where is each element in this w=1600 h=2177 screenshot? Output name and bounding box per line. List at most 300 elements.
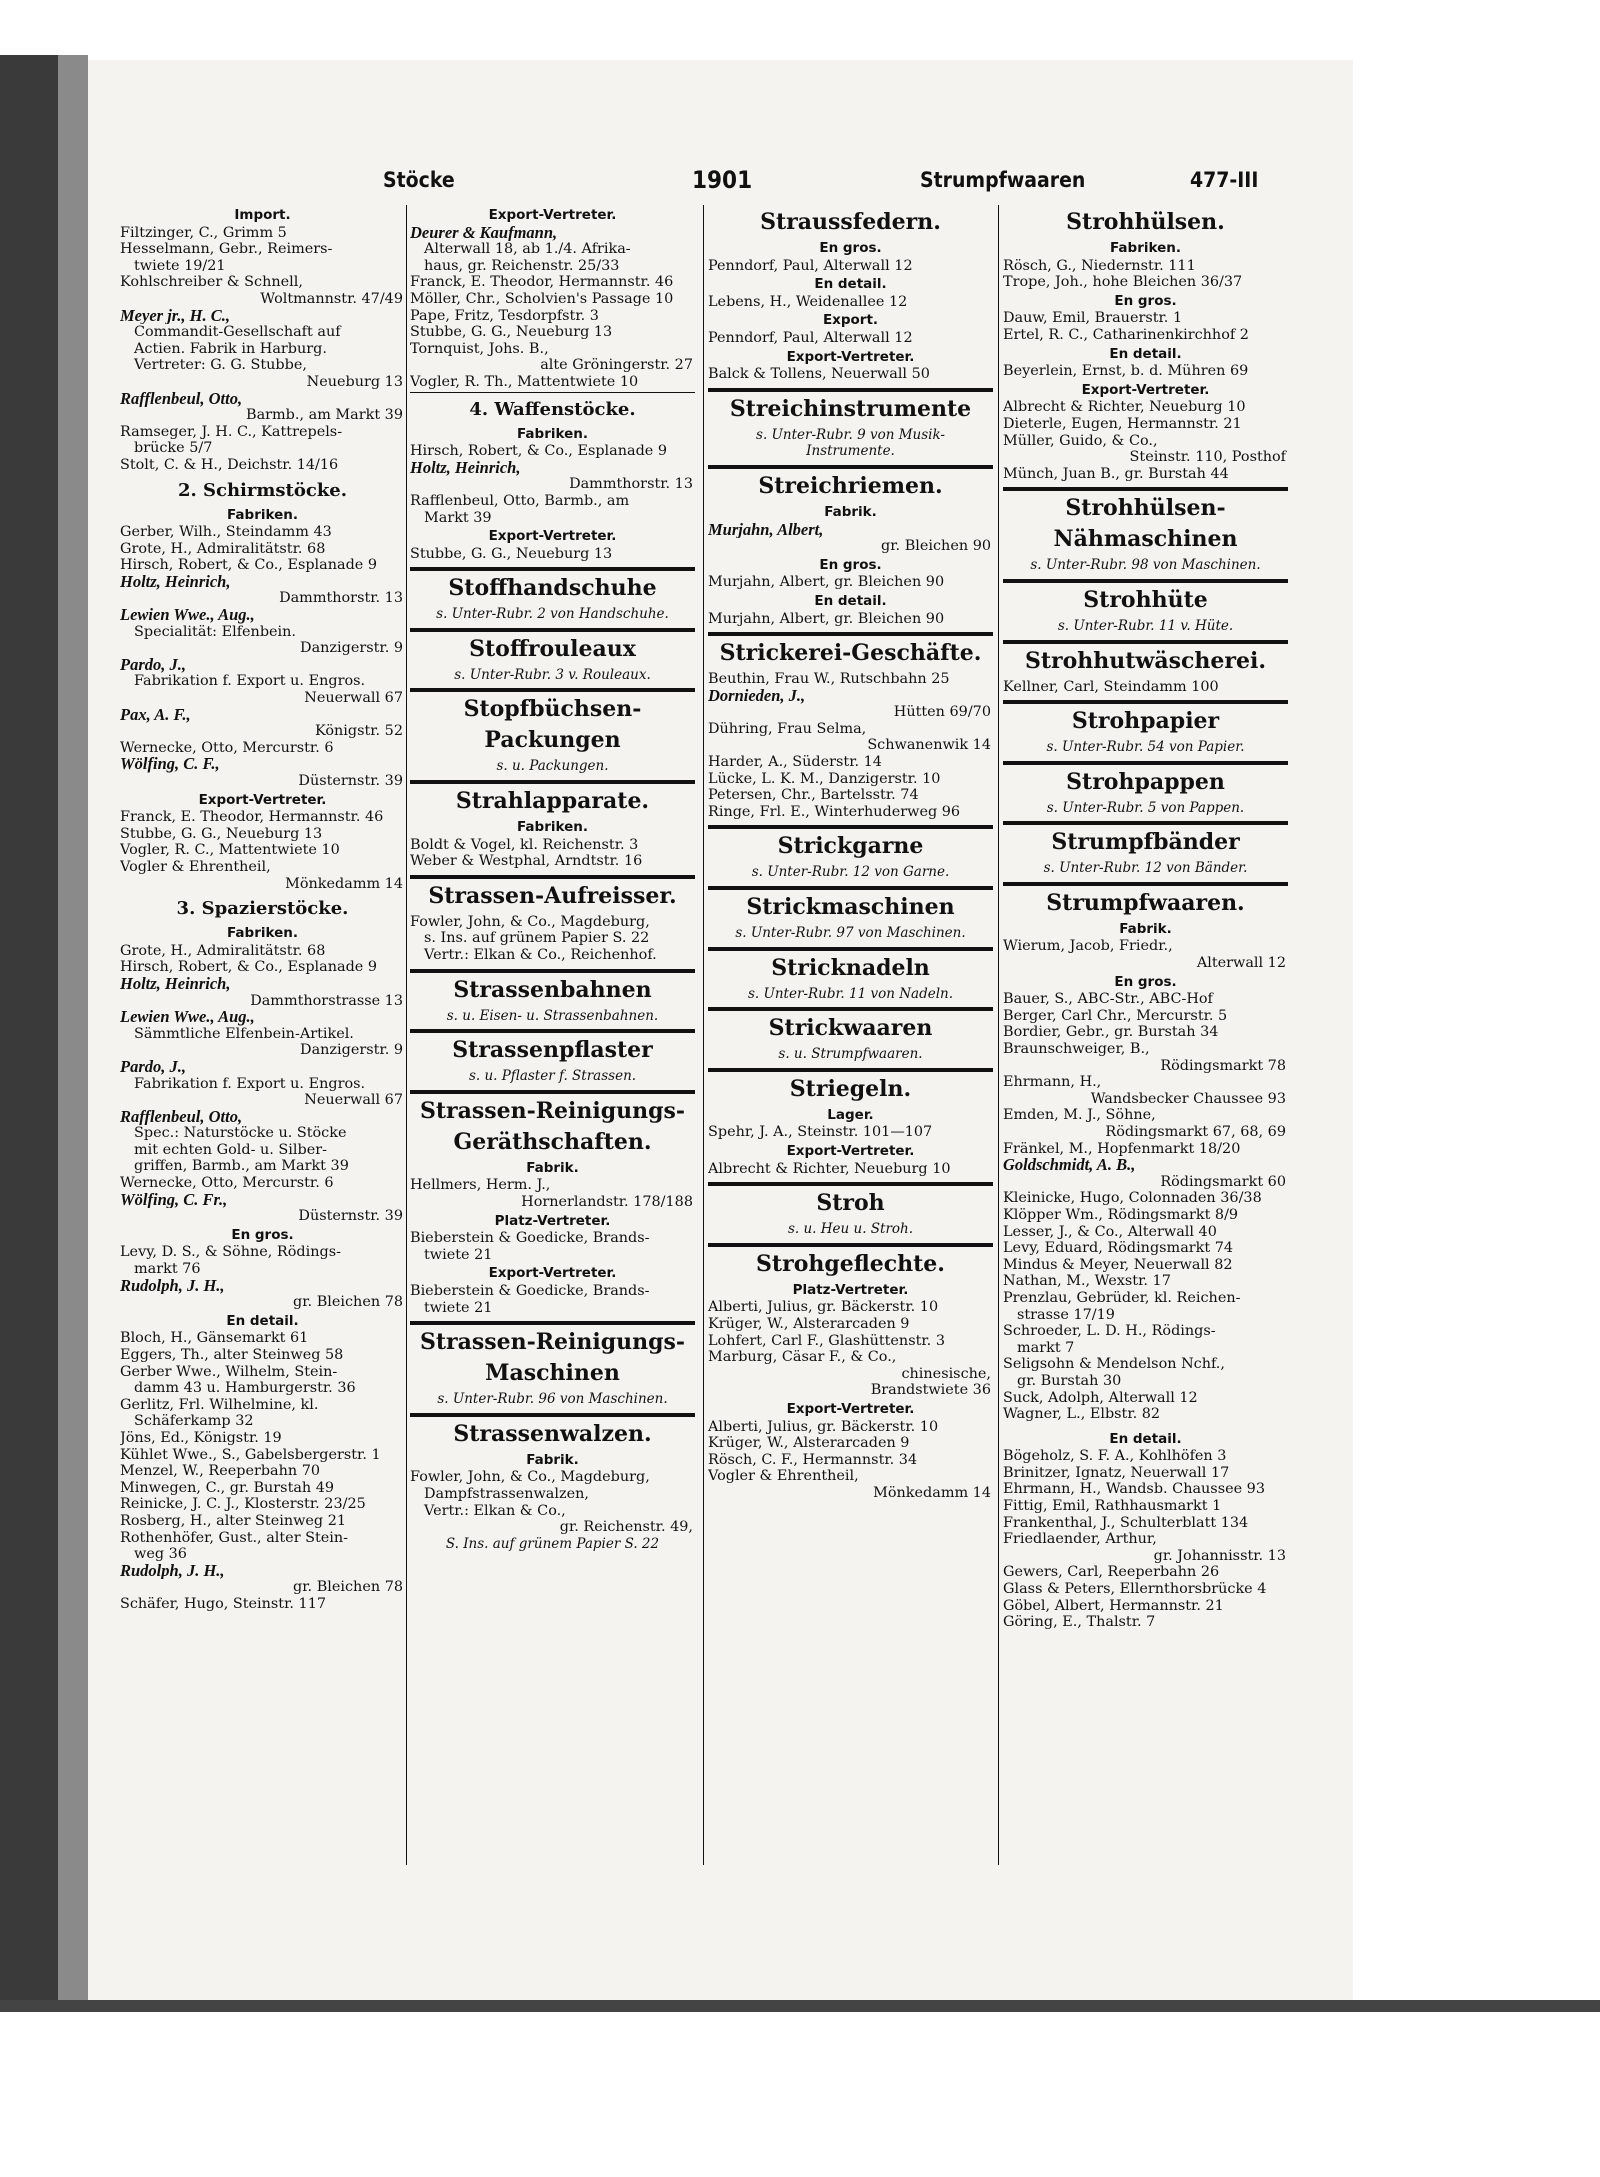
entry-line: Ehrmann, H.,: [1003, 1074, 1102, 1091]
category-heading: Striegeln.: [789, 1075, 912, 1102]
category-heading: Strassen-Aufreisser.: [428, 882, 677, 909]
category-heading: Strickerei-Geschäfte.: [719, 640, 982, 667]
entry-name-bold: Pardo, J.,: [120, 656, 186, 674]
entry-line: Bögeholz, S. F. A., Kohlhöfen 3: [1003, 1448, 1227, 1465]
entry-continuation: Fabrikation f. Export u. Engros.: [134, 673, 366, 690]
category-heading: Strumpfbänder: [1051, 829, 1240, 856]
section-rule: [708, 1182, 993, 1186]
entry-line: Balck & Tollens, Neuerwall 50: [708, 366, 930, 383]
category-heading: Geräthschaften.: [453, 1128, 652, 1155]
category-heading: Strohhüte: [1083, 586, 1208, 613]
entry-continuation: weg 36: [134, 1546, 187, 1563]
entry-line: Rothenhöfer, Gust., alter Stein-: [120, 1529, 349, 1546]
section-rule: [708, 632, 993, 636]
entry-name-bold: Rudolph, J. H.,: [120, 1277, 225, 1295]
entry-line: Bauer, S., ABC-Str., ABC-Hof: [1003, 991, 1213, 1008]
entry-line: Dieterle, Eugen, Hermannstr. 21: [1003, 415, 1242, 432]
section-rule: [1003, 761, 1288, 765]
entry-continuation: Fabrikation f. Export u. Engros.: [134, 1075, 366, 1092]
section-rule: [1003, 640, 1288, 644]
column-4: [1003, 205, 1288, 1865]
cross-reference: s. Unter-Rubr. 12 von Garne.: [751, 864, 950, 881]
entry-line: Harder, A., Süderstr. 14: [708, 754, 882, 771]
subheading: En detail.: [1109, 1430, 1182, 1447]
entry-continuation: s. Ins. auf grünem Papier S. 22: [424, 930, 650, 947]
entry-address: chinesische,: [901, 1365, 991, 1382]
subheading: Export-Vertreter.: [786, 1400, 915, 1417]
header-left: Stöcke: [383, 168, 455, 192]
category-heading: Strickmaschinen: [746, 894, 955, 921]
entry-continuation: markt 76: [134, 1261, 201, 1278]
category-heading: Strassenwalzen.: [453, 1420, 652, 1447]
entry-name-bold: Lewien Wwe., Aug.,: [120, 607, 255, 624]
section-rule: [708, 1007, 993, 1011]
cross-reference: s. Unter-Rubr. 12 von Bänder.: [1043, 860, 1248, 877]
entry-line: Beuthin, Frau W., Rutschbahn 25: [708, 671, 950, 688]
section-rule: [1003, 700, 1288, 704]
entry-line: Albrecht & Richter, Neueburg 10: [708, 1160, 951, 1177]
entry-line: Bieberstein & Goedicke, Brands-: [410, 1230, 650, 1247]
section-rule: [410, 1321, 695, 1325]
entry-continuation: Sämmtliche Elfenbein-Artikel.: [134, 1025, 354, 1042]
category-heading: Strohhülsen.: [1066, 209, 1225, 235]
subheading: Export-Vertreter.: [786, 348, 915, 365]
entry-address: Hornerlandstr. 178/188: [521, 1194, 693, 1210]
entry-line: Murjahn, Albert, gr. Bleichen 90: [708, 610, 945, 627]
entry-line: Vogler, R. C., Mattentwiete 10: [120, 842, 340, 859]
subheading: Fabrik.: [526, 1451, 579, 1468]
entry-continuation: Vertr.: Elkan & Co., Reichenhof.: [424, 947, 657, 964]
entry-line: Fittig, Emil, Rathhausmarkt 1: [1003, 1498, 1222, 1515]
entry-address: Rödingsmarkt 60: [1160, 1173, 1286, 1190]
entry-line: Petersen, Chr., Bartelsstr. 74: [708, 787, 919, 804]
column-divider-3: [998, 205, 999, 1865]
section-rule: [1003, 579, 1288, 583]
section-rule: [708, 886, 993, 890]
entry-name-bold: Deurer & Kaufmann,: [410, 224, 558, 242]
entry-line: Albrecht & Richter, Neueburg 10: [1003, 399, 1246, 416]
section-rule: [410, 1090, 695, 1094]
entry-line: Gerber Wwe., Wilhelm, Stein-: [120, 1363, 338, 1380]
entry-line: Boldt & Vogel, kl. Reichenstr. 3: [410, 836, 639, 853]
entry-name-bold: Pax, A. F.,: [120, 706, 191, 724]
section-heading: 3. Spazierstöcke.: [176, 898, 349, 920]
cross-reference: s. u. Pflaster f. Strassen.: [468, 1068, 637, 1085]
category-heading: Strohhülsen-: [1065, 495, 1226, 522]
subheading: Export-Vertreter.: [488, 207, 617, 223]
section-rule: [1003, 487, 1288, 491]
subheading: Fabrik.: [824, 503, 877, 520]
subheading: En gros.: [819, 240, 882, 256]
entry-continuation: Commandit-Gesellschaft auf: [134, 324, 341, 341]
entry-continuation: damm 43 u. Hamburgerstr. 36: [134, 1380, 356, 1397]
cross-reference: s. Unter-Rubr. 11 von Nadeln.: [747, 985, 954, 1002]
cross-reference: S. Ins. auf grünem Papier S. 22: [445, 1535, 660, 1552]
column-divider-2: [703, 205, 704, 1865]
entry-name-bold: Holtz, Heinrich,: [410, 459, 521, 477]
category-heading: Streichriemen.: [758, 472, 943, 499]
entry-line: Schäfer, Hugo, Steinstr. 117: [120, 1595, 327, 1612]
entry-address: gr. Reichenstr. 49,: [559, 1519, 693, 1536]
entry-line: Bordier, Gebr., gr. Burstah 34: [1003, 1024, 1219, 1041]
entry-line: Grote, H., Admiralitätstr. 68: [120, 942, 326, 959]
header-year: 1901: [692, 166, 753, 194]
entry-address: gr. Bleichen 78: [293, 1294, 403, 1311]
entry-address: gr. Johannisstr. 13: [1153, 1547, 1286, 1564]
entry-line: Vogler & Ehrentheil,: [120, 858, 271, 875]
entry-line: Berger, Carl Chr., Mercurstr. 5: [1003, 1007, 1228, 1024]
subheading: En detail.: [226, 1312, 299, 1329]
entry-name-bold: Rafflenbeul, Otto,: [120, 390, 243, 408]
entry-continuation: Specialität: Elfenbein.: [134, 623, 296, 640]
entry-line: Nathan, M., Wexstr. 17: [1003, 1273, 1171, 1290]
entry-name-bold: Meyer jr., H. C.,: [120, 307, 230, 325]
column-divider-1: [406, 205, 407, 1865]
header-page-number: 477-III: [1190, 168, 1259, 192]
entry-line: Gerber, Wilh., Steindamm 43: [120, 524, 332, 541]
entry-line: Ramseger, J. H. C., Kattrepels-: [120, 423, 343, 440]
entry-line: Spehr, J. A., Steinstr. 101—107: [708, 1124, 933, 1141]
section-rule: [410, 567, 695, 571]
entry-line: Prenzlau, Gebrüder, kl. Reichen-: [1003, 1289, 1241, 1306]
entry-line: Seligsohn & Mendelson Nchf.,: [1003, 1356, 1225, 1373]
subheading: En detail.: [814, 276, 887, 293]
entry-line: Frankenthal, J., Schulterblatt 134: [1003, 1514, 1249, 1531]
entry-line: Schroeder, L. D. H., Rödings-: [1003, 1323, 1216, 1340]
entry-line: Vogler & Ehrentheil,: [708, 1468, 859, 1485]
entry-address: Schwanenwik 14: [867, 737, 991, 754]
entry-line: Alberti, Julius, gr. Bäckerstr. 10: [708, 1418, 939, 1435]
entry-line: Jöns, Ed., Königstr. 19: [120, 1429, 282, 1446]
cross-reference: s. Unter-Rubr. 98 von Maschinen.: [1030, 557, 1261, 574]
column-3: [708, 205, 993, 1865]
entry-line: Gerlitz, Frl. Wilhelmine, kl.: [120, 1396, 319, 1413]
category-heading: Strumpfwaaren.: [1046, 889, 1245, 916]
entry-line: Krüger, W., Alsterarcaden 9: [708, 1315, 910, 1332]
entry-continuation: Spec.: Naturstöcke u. Stöcke: [134, 1125, 347, 1142]
section-rule: [410, 1029, 695, 1033]
category-heading: Stopfbüchsen-: [463, 696, 642, 723]
entry-address: Dammthorstr. 13: [569, 476, 693, 493]
entry-continuation: mit echten Gold- u. Silber-: [134, 1141, 327, 1158]
entry-line: Münch, Juan B., gr. Burstah 44: [1003, 465, 1229, 482]
cross-reference: s. u. Strumpfwaaren.: [778, 1046, 923, 1063]
entry-line: Friedlaender, Arthur,: [1003, 1531, 1157, 1548]
entry-name-bold: Wölfing, C. Fr.,: [120, 1191, 228, 1209]
entry-continuation: Dampfstrassenwalzen,: [424, 1485, 589, 1502]
entry-address: Düsternstr. 39: [298, 773, 403, 789]
section-rule: [410, 1413, 695, 1417]
entry-address: Dammthorstr. 13: [279, 590, 403, 607]
entry-line: Minwegen, C., gr. Burstah 49: [120, 1479, 335, 1496]
thin-rule: [410, 392, 695, 393]
entry-line: Rösch, G., Niedernstr. 111: [1003, 257, 1196, 274]
entry-continuation: gr. Burstah 30: [1017, 1372, 1122, 1389]
entry-address: Alterwall 12: [1196, 955, 1286, 972]
entry-line: Weber & Westphal, Arndtstr. 16: [410, 853, 643, 870]
subheading: En gros.: [1114, 292, 1177, 309]
entry-name-bold: Dornieden, J.,: [708, 687, 806, 705]
entry-line: Beyerlein, Ernst, b. d. Mühren 69: [1003, 363, 1249, 380]
entry-continuation: Schäferkamp 32: [134, 1413, 254, 1430]
column-1: [120, 205, 405, 1865]
entry-address: Barmb., am Markt 39: [246, 407, 403, 424]
cross-reference: s. Unter-Rubr. 5 von Pappen.: [1046, 799, 1245, 816]
entry-continuation: Markt 39: [424, 509, 492, 526]
category-heading: Strassen-Reinigungs-: [419, 1097, 686, 1124]
entry-line: Wierum, Jacob, Friedr.,: [1003, 938, 1173, 955]
entry-continuation: griffen, Barmb., am Markt 39: [134, 1158, 349, 1175]
entry-continuation: markt 7: [1017, 1339, 1075, 1356]
entry-address: Mönkedamm 14: [873, 1484, 991, 1501]
subheading: Export-Vertreter.: [488, 528, 617, 545]
column-2: [410, 205, 695, 1865]
entry-line: Fowler, John, & Co., Magdeburg,: [410, 913, 650, 930]
subheading: Export-Vertreter.: [488, 1265, 617, 1282]
entry-name-bold: Holtz, Heinrich,: [120, 975, 231, 993]
subheading: Fabriken.: [1109, 240, 1181, 256]
section-rule: [708, 388, 993, 392]
subheading: Import.: [234, 207, 291, 223]
section-heading: 4. Waffenstöcke.: [469, 398, 636, 420]
page-header: [100, 168, 1260, 204]
spacer: [1003, 1423, 1288, 1429]
cross-reference: s. u. Heu u. Stroh.: [787, 1221, 914, 1238]
entry-name-bold: Rudolph, J. H.,: [120, 1562, 225, 1580]
entry-line: Müller, Guido, & Co.,: [1003, 432, 1158, 449]
entry-address: Danzigerstr. 9: [300, 640, 403, 657]
entry-line: Glass & Peters, Ellernthorsbrücke 4: [1003, 1581, 1267, 1598]
entry-name-bold: Lewien Wwe., Aug.,: [120, 1009, 255, 1026]
subheading: Export-Vertreter.: [1081, 381, 1210, 398]
entry-name-bold: Pardo, J.,: [120, 1058, 186, 1076]
entry-line: Alberti, Julius, gr. Bäckerstr. 10: [708, 1299, 939, 1316]
entry-line: Ehrmann, H., Wandsb. Chaussee 93: [1003, 1481, 1265, 1498]
cross-reference: s. Unter-Rubr. 2 von Handschuhe.: [436, 606, 669, 623]
entry-line: Lücke, L. K. M., Danzigerstr. 10: [708, 770, 941, 787]
entry-line: Suck, Adolph, Alterwall 12: [1003, 1389, 1198, 1406]
subheading: Export.: [822, 312, 879, 329]
subheading: Fabriken.: [516, 819, 588, 836]
entry-line: Braunschweiger, B.,: [1003, 1041, 1150, 1058]
entry-continuation: twiete 19/21: [134, 257, 226, 274]
subheading: Platz-Vertreter.: [494, 1212, 611, 1229]
entry-continuation: haus, gr. Reichenstr. 25/33: [424, 257, 620, 274]
entry-line: Gewers, Carl, Reeperbahn 26: [1003, 1564, 1220, 1581]
entry-line: Penndorf, Paul, Alterwall 12: [708, 257, 913, 274]
subheading: Fabriken.: [226, 506, 298, 523]
entry-name-bold: Holtz, Heinrich,: [120, 573, 231, 591]
entry-line: Stubbe, G. G., Neueburg 13: [120, 825, 323, 842]
entry-line: Stubbe, G. G., Neueburg 13: [410, 545, 613, 562]
entry-line: Möller, Chr., Scholvien's Passage 10: [410, 290, 674, 307]
entry-line: Bloch, H., Gänsemarkt 61: [120, 1330, 309, 1347]
category-heading: Strohpappen: [1066, 768, 1225, 795]
section-rule: [1003, 821, 1288, 825]
subheading: Platz-Vertreter.: [792, 1281, 909, 1298]
section-rule: [708, 825, 993, 829]
entry-line: Ringe, Frl. E., Winterhuderweg 96: [708, 803, 961, 820]
entry-line: Tornquist, Johs. B.,: [410, 340, 549, 357]
entry-name-bold: Murjahn, Albert,: [708, 521, 824, 539]
category-heading: Strassenpflaster: [452, 1037, 653, 1064]
cross-reference: Instrumente.: [806, 443, 895, 460]
entry-line: Murjahn, Albert, gr. Bleichen 90: [708, 574, 945, 591]
cross-reference: s. Unter-Rubr. 97 von Maschinen.: [735, 925, 966, 942]
entry-address: Rödingsmarkt 67, 68, 69: [1105, 1124, 1286, 1140]
entry-line: Pape, Fritz, Tesdorpfstr. 3: [410, 307, 599, 324]
subheading: Export-Vertreter.: [198, 791, 327, 808]
entry-line: Levy, D. S., & Söhne, Rödings-: [120, 1244, 341, 1261]
subheading: Lager.: [827, 1106, 874, 1123]
category-heading: Stoffrouleaux: [469, 635, 636, 662]
entry-continuation: brücke 5/7: [134, 440, 213, 457]
entry-continuation: twiete 21: [424, 1246, 493, 1263]
entry-address: Steinstr. 110, Posthof: [1129, 449, 1286, 466]
subheading: En gros.: [231, 1226, 294, 1243]
entry-continuation: Vertreter: G. G. Stubbe,: [134, 357, 307, 374]
category-heading: Straussfedern.: [760, 209, 941, 235]
cross-reference: s. Unter-Rubr. 96 von Maschinen.: [437, 1391, 668, 1408]
entry-line: Rafflenbeul, Otto, Barmb., am: [410, 492, 630, 509]
scan-bottom-band: [0, 2000, 1600, 2012]
entry-line: Hesselmann, Gebr., Reimers-: [120, 241, 333, 258]
entry-address: alte Gröningerstr. 27: [540, 357, 693, 374]
subheading: En gros.: [819, 556, 882, 573]
entry-line: Emden, M. J., Söhne,: [1003, 1107, 1156, 1124]
entry-line: Ertel, R. C., Catharinenkirchhof 2: [1003, 326, 1249, 343]
entry-address: Hütten 69/70: [893, 704, 991, 721]
entry-line: Hirsch, Robert, & Co., Esplanade 9: [120, 557, 378, 574]
entry-line: Kühlet Wwe., S., Gabelsbergerstr. 1: [120, 1446, 381, 1463]
section-rule: [410, 780, 695, 784]
section-rule: [410, 875, 695, 879]
category-heading: Strohhutwäscherei.: [1024, 647, 1267, 674]
entry-line: Göbel, Albert, Hermannstr. 21: [1003, 1597, 1224, 1614]
cross-reference: s. Unter-Rubr. 9 von Musik-: [756, 426, 945, 443]
category-heading: Stricknadeln: [771, 954, 930, 981]
entry-line: Lebens, H., Weidenallee 12: [708, 293, 908, 310]
entry-line: Fränkel, M., Hopfenmarkt 18/20: [1003, 1140, 1241, 1157]
entry-line: Mindus & Meyer, Neuerwall 82: [1003, 1256, 1233, 1273]
entry-line: Lohfert, Carl F., Glashüttenstr. 3: [708, 1332, 945, 1349]
scan-gray-edge: [58, 55, 88, 2000]
subheading: Fabriken.: [516, 425, 588, 442]
entry-address: Wandsbecker Chaussee 93: [1090, 1090, 1286, 1107]
category-heading: Strahlapparate.: [455, 788, 650, 815]
section-heading: 2. Schirmstöcke.: [177, 479, 348, 501]
entry-address: gr. Bleichen 90: [881, 538, 991, 555]
entry-address: Neuerwall 67: [304, 690, 403, 707]
scan-dark-edge: [0, 55, 58, 2000]
category-heading: Strohgeflechte.: [756, 1250, 945, 1277]
category-heading: Strassenbahnen: [453, 976, 652, 1003]
section-rule: [410, 969, 695, 973]
cross-reference: s. Unter-Rubr. 11 v. Hüte.: [1057, 617, 1234, 634]
subheading: En detail.: [814, 592, 887, 609]
entry-line: Hellmers, Herm. J.,: [410, 1177, 551, 1194]
category-heading: Strickgarne: [777, 833, 924, 860]
section-rule: [410, 688, 695, 692]
entry-address: Mönkedamm 14: [285, 875, 403, 892]
entry-line: Dühring, Frau Selma,: [708, 720, 867, 737]
entry-line: Brinitzer, Ignatz, Neuerwall 17: [1003, 1464, 1230, 1481]
entry-address: Rödingsmarkt 78: [1160, 1057, 1286, 1074]
subheading: Fabrik.: [1119, 920, 1172, 937]
category-heading: Streichinstrumente: [729, 395, 972, 422]
entry-continuation: Alterwall 18, ab 1./4. Afrika-: [424, 241, 631, 258]
entry-address: Danzigerstr. 9: [300, 1042, 403, 1059]
section-rule: [1003, 882, 1288, 886]
subheading: Export-Vertreter.: [786, 1143, 915, 1159]
section-rule: [708, 1243, 993, 1247]
entry-line: Kleinicke, Hugo, Colonnaden 36/38: [1003, 1190, 1262, 1207]
entry-line: Hirsch, Robert, & Co., Esplanade 9: [410, 443, 668, 460]
entry-address: Dammthorstrasse 13: [250, 992, 403, 1009]
entry-line: Lesser, J., & Co., Alterwall 40: [1003, 1223, 1217, 1240]
category-heading: Stroh: [816, 1190, 885, 1217]
entry-address: Neuerwall 67: [304, 1092, 403, 1109]
entry-line: Kohlschreiber & Schnell,: [120, 274, 303, 291]
header-right: Strumpfwaaren: [920, 168, 1086, 192]
entry-address: Brandstwiete 36: [870, 1382, 991, 1399]
entry-address: Neueburg 13: [306, 373, 403, 390]
cross-reference: s. Unter-Rubr. 54 von Papier.: [1046, 739, 1245, 756]
entry-continuation: Vertr.: Elkan & Co.,: [424, 1502, 566, 1519]
cross-reference: s. u. Eisen- u. Strassenbahnen.: [446, 1007, 659, 1024]
entry-line: Trope, Joh., hohe Bleichen 36/37: [1003, 274, 1243, 291]
entry-line: Levy, Eduard, Rödingsmarkt 74: [1003, 1240, 1234, 1257]
entry-line: Fowler, John, & Co., Magdeburg,: [410, 1469, 650, 1486]
entry-address: Königstr. 52: [314, 723, 403, 740]
subheading: En detail.: [1109, 345, 1182, 362]
entry-name-bold: Goldschmidt, A. B.,: [1003, 1157, 1136, 1174]
entry-line: Dauw, Emil, Brauerstr. 1: [1003, 310, 1183, 327]
entry-line: Kellner, Carl, Steindamm 100: [1003, 678, 1219, 695]
entry-line: Penndorf, Paul, Alterwall 12: [708, 329, 913, 346]
entry-line: Hirsch, Robert, & Co., Esplanade 9: [120, 959, 378, 976]
category-heading: Strickwaaren: [768, 1015, 933, 1042]
entry-address: Woltmannstr. 47/49: [260, 290, 403, 307]
category-heading: Strassen-Reinigungs-: [419, 1329, 686, 1356]
entry-line: Rösch, C. F., Hermannstr. 34: [708, 1451, 918, 1468]
section-rule: [708, 465, 993, 469]
category-heading: Stoffhandschuhe: [448, 575, 657, 602]
entry-address: gr. Bleichen 78: [293, 1579, 403, 1596]
entry-line: Marburg, Cäsar F., & Co.,: [708, 1349, 897, 1366]
entry-line: Grote, H., Admiralitätstr. 68: [120, 540, 326, 557]
category-heading: Maschinen: [485, 1360, 620, 1387]
entry-line: Eggers, Th., alter Steinweg 58: [120, 1347, 344, 1363]
entry-line: Franck, E. Theodor, Hermannstr. 46: [410, 274, 674, 291]
entry-line: Göring, E., Thalstr. 7: [1003, 1614, 1156, 1631]
entry-continuation: twiete 21: [424, 1299, 493, 1316]
subheading: En gros.: [1114, 973, 1177, 990]
entry-line: Stubbe, G. G., Neueburg 13: [410, 324, 613, 341]
entry-address: Düsternstr. 39: [298, 1208, 403, 1225]
entry-line: Vogler, R. Th., Mattentwiete 10: [410, 373, 639, 390]
category-heading: Strohpapier: [1071, 708, 1220, 735]
entry-name-bold: Rafflenbeul, Otto,: [120, 1108, 243, 1126]
cross-reference: s. Unter-Rubr. 3 v. Rouleaux.: [454, 666, 651, 683]
entry-line: Menzel, W., Reeperbahn 70: [120, 1463, 321, 1480]
cross-reference: s. u. Packungen.: [496, 758, 609, 775]
entry-line: Reinicke, J. C. J., Klosterstr. 23/25: [120, 1496, 366, 1513]
entry-line: Wagner, L., Elbstr. 82: [1003, 1406, 1161, 1423]
entry-line: Rosberg, H., alter Steinweg 21: [120, 1512, 347, 1529]
entry-name-bold: Wölfing, C. F.,: [120, 756, 220, 773]
section-rule: [708, 1068, 993, 1072]
